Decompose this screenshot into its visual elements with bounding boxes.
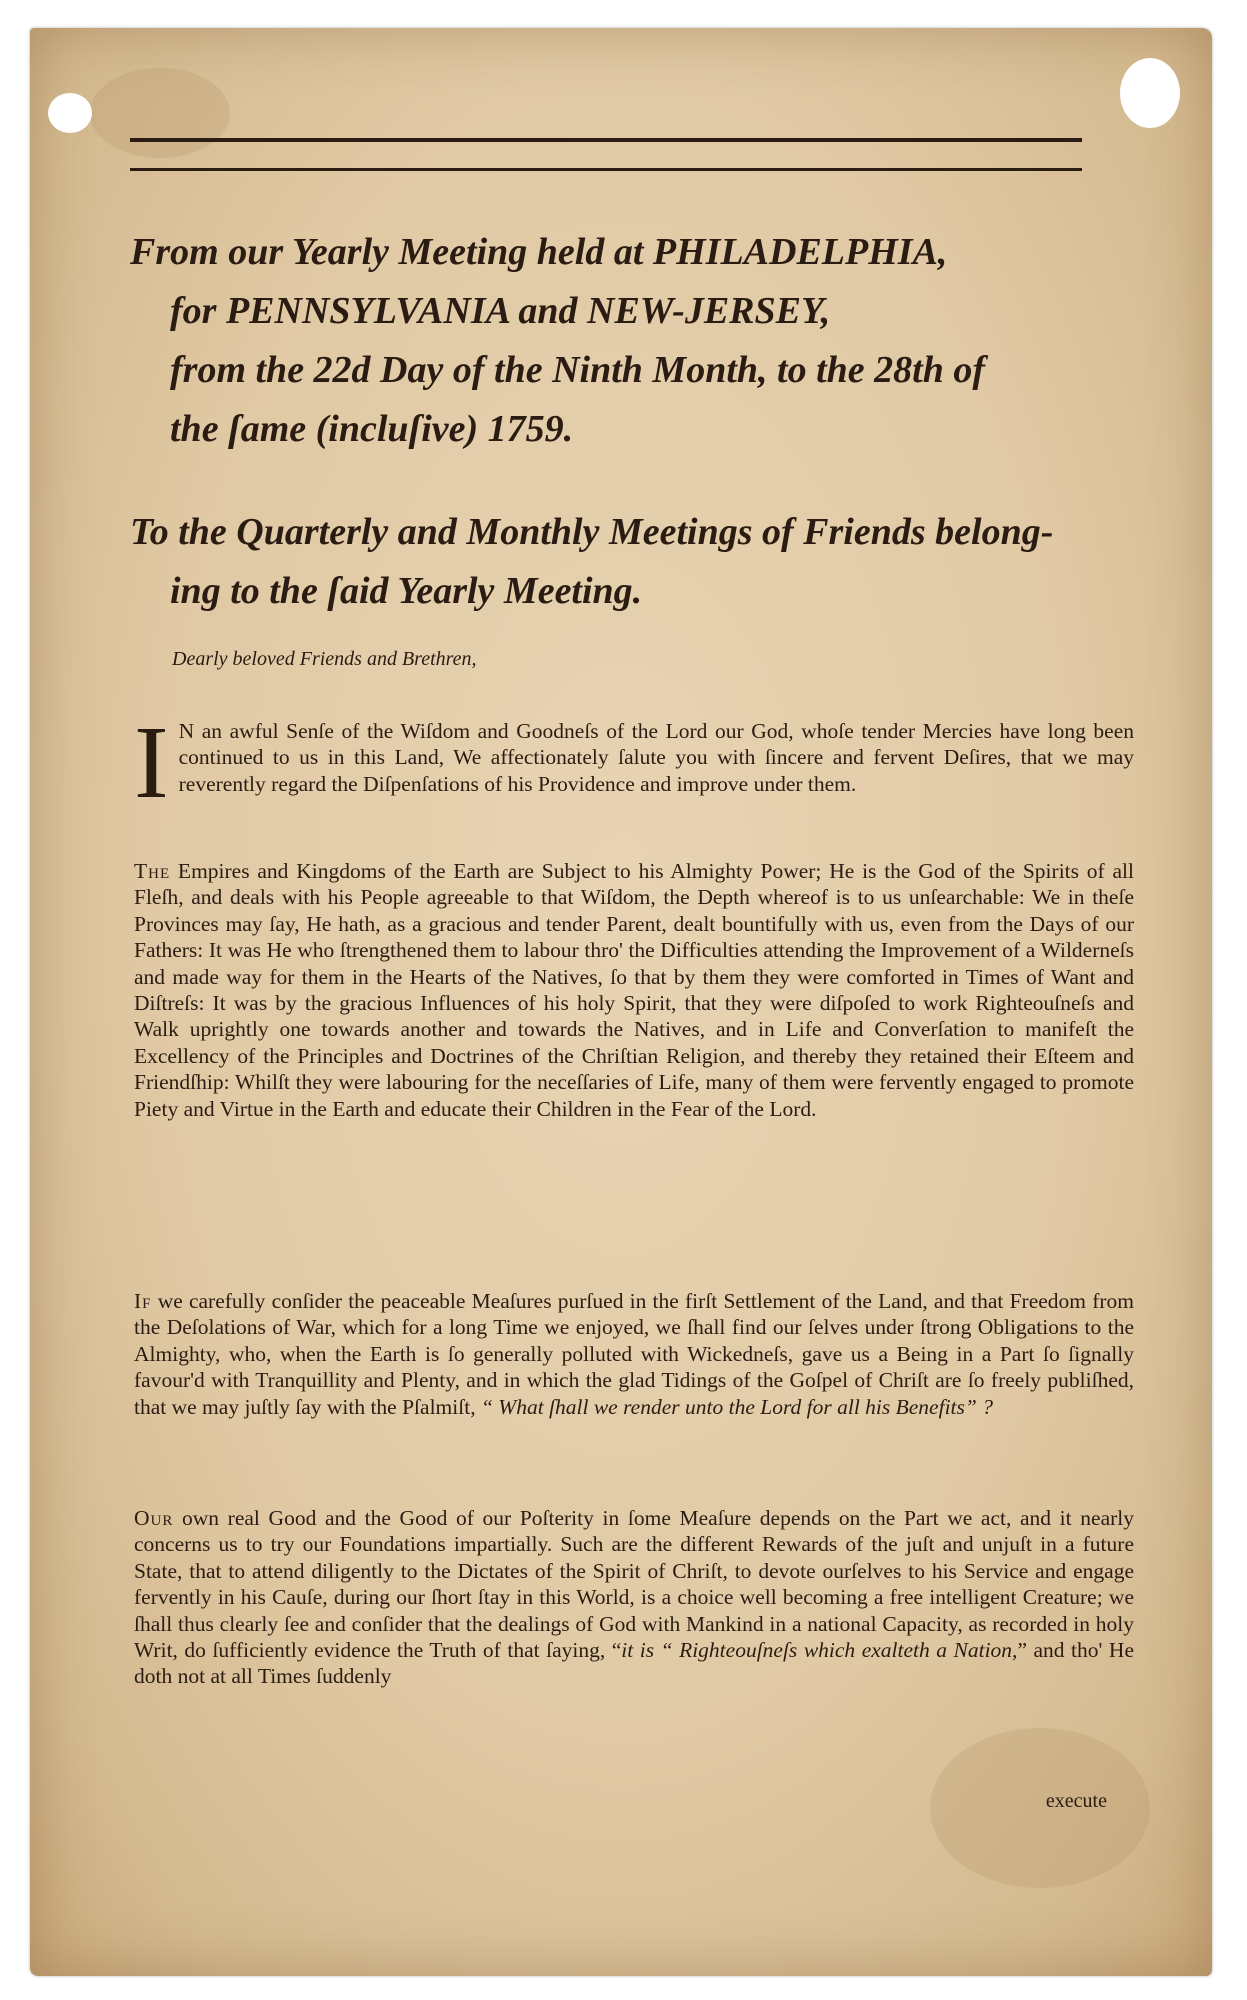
paragraph-1 — [134, 705, 1134, 820]
heading-line: for PENNSYLVANIA and NEW-JERSEY, — [170, 290, 831, 332]
top-rule — [130, 138, 1082, 142]
psalm-quote: “ What ſhall we render unto the Lord for all his Benefits” ? — [475, 1394, 993, 1419]
heading-line: the ſame (incluſive) 1759. — [170, 408, 574, 450]
heading-line: From our Yearly Meeting held at PHILADELPHIA, — [130, 231, 948, 273]
paragraph-lead: If — [134, 1289, 152, 1313]
address-heading — [130, 503, 1130, 621]
paragraph-text: we carefully conſider the peaceable Meaſures purſued in the firſt Settlement of the Land, and that Freedom from the Deſolations of War, which for a long Time we enjoyed, we ſhall find our ſelves under ſtrong Obligations to the Almighty, who, when the Earth is ſo generally polluted with Wickedneſs, gave us a Being in a Part ſo ſignally favour'd with Tranquillity and Plenty, and in which the glad Tidings of the Goſpel of Chriſt are ſo freely publiſhed, that we may juſtly ſay with the Pſalmiſt, — [134, 1289, 1134, 1419]
salutation: Dearly beloved Friends and Brethren, — [172, 648, 477, 670]
scripture-quote: it is “ Righteouſneſs which exalteth a Nation, — [621, 1638, 1018, 1663]
paragraph-3 — [134, 1288, 1134, 1420]
paragraph-tail: ” and tho' He doth not at all Times ſuddenly — [134, 1638, 1134, 1689]
paragraph-text: N an awful Senſe of the Wiſdom and Goodneſs of the Lord our God, whoſe tender Mercies have long been continued to us in this Land, We affectionately ſalute you with ſincere and fervent Deſires, that we may reverently regard the Diſpenſations of his Providence and improve under them. — [178, 719, 1134, 796]
paragraph-lead: Our — [134, 1506, 174, 1530]
paragraph-text: own real Good and the Good of our Poſterity in ſome Meaſure depends on the Part we act, and it nearly concerns us to try our Foundations impartially. Such are the different Rewards of the juſt and unjuſt in a future State, that to attend diligently to the Dictates of the Spirit of Chriſt, to devote ourſelves to his Service and engage fervently in his Cauſe, during our ſhort ſtay in this World, is a choice well becoming a free intelligent Creature; we ſhall thus clearly ſee and conſider that the dealings of God with Mankind in a national Capacity, as recorded in holy Writ, do ſufficiently evidence the Truth of that ſaying, “ — [134, 1506, 1134, 1663]
heading-line: from the 22d Day of the Ninth Month, to the 28th of — [170, 349, 985, 391]
paragraph-2 — [134, 858, 1134, 1122]
paragraph-text: Empires and Kingdoms of the Earth are Subject to his Almighty Power; He is the God of the Spirits of all Fleſh, and deals with his People agreeable to that Wiſdom, the Depth whereof is to us unſearchable: We in theſe Provinces may ſay, He hath, as a gracious and tender Parent, dealt bountifully with us, even from the Days of our Fathers: It was He who ſtrengthened them to labour thro' the Difficulties attending the Improvement of a Wilderneſs and made way for them in the Hearts of the Natives, ſo that by them they were comforted in Times of Want and Diſtreſs: It was by the gracious Influences of his holy Spirit, that they were diſpoſed to work Righteouſneſs and Walk uprightly one towards another and towards the Natives, and in Life and Converſation to manifeſt the Excellency of the Principles and Doctrines of the Chriſtian Religion, and thereby they retained their Eſteem and Friendſhip: Whilſt they were labouring for the neceſſaries of Life, many of them were fervently engaged to promote Piety and Virtue in the Earth and educate their Children in the Fear of the Lord. — [134, 859, 1134, 1121]
paragraph-lead: The — [134, 859, 171, 883]
drop-cap: I — [134, 705, 169, 820]
second-rule — [130, 168, 1082, 171]
wormhole-right — [1120, 58, 1180, 128]
wormhole-left — [48, 93, 92, 133]
age-stain — [930, 1728, 1150, 1888]
catchword: execute — [1045, 1790, 1107, 1812]
paragraph-4 — [134, 1505, 1134, 1690]
address-line: To the Quarterly and Monthly Meetings of Friends belong- — [130, 511, 1054, 553]
age-stain — [90, 68, 230, 158]
address-line: ing to the ſaid Yearly Meeting. — [170, 570, 643, 612]
document-sheet — [30, 28, 1212, 1976]
meeting-heading — [130, 223, 1130, 459]
